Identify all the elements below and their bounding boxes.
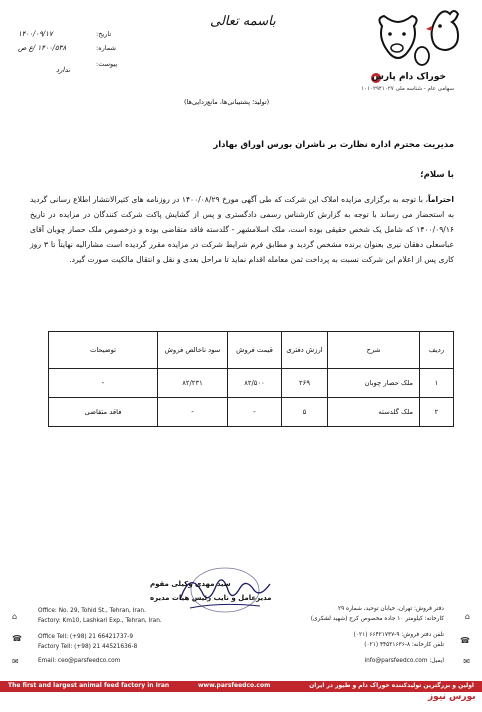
watermark: بورس نیوز — [428, 692, 476, 702]
table-cell: ۸۲/۵۰۰ — [228, 369, 282, 398]
building-icon: ⌂ — [12, 612, 18, 621]
footer-factory-tel-fa: تلفن کارخانه: ۸-۴۴۵۲۱۶۳۶ (۰۲۱) — [364, 642, 444, 648]
table-header-row — [49, 332, 454, 369]
signer-name: سید مهدی وکیلی مقوم — [150, 580, 231, 588]
footer-factory-fa: کارخانه: کیلومتر ۱۰ جاده مخصوص کرج (شهید لشکری) — [310, 616, 444, 622]
table-cell: ۱ — [420, 369, 454, 398]
letter-body-opening: احتراماً — [427, 195, 454, 204]
table-cell: ۵ — [282, 398, 328, 427]
letter-body-text: ، با توجه به برگزاری مزایده املاک این شرکت که طی آگهی مورخ ۱۴۰۰/۰۸/۲۹ در روزنامه های کثیرالانتشار اطلاع رسانی گردید به استحضار می رساند با توجه به گزارش کارشناس رسمی دادگستری و پس از گشایش پاکت شرکت کنندگان در مزایده در تاریخ ۱۴۰۰/۰۹/۱۶ که شامل یک شخص حقیقی بوده است، ملک اسلامشهر - گلدسته فاقد متقاضی بوده و درخصوص ملک حصار چوبان آقای عباسعلی دهقان نیری بعنوان برنده مشخص گردید و مطابق فرم شرایط شرکت در مزایده مقرر گردیده است مشارالیه نهایتاً تا ۳ روز کاری پس از اعلام این شرکت نسبت به پرداخت ثمن معامله اقدام نماید تا مراحل بعدی و نقل و انتقال مالکیت صورت گیرد. — [30, 195, 454, 264]
footer-email-fa: ایمیل: info@parsfeedco.com — [364, 658, 444, 664]
table-cell: ۸۲/۲۳۱ — [158, 369, 228, 398]
email-icon: ✉ — [12, 657, 19, 666]
footer-office-fa: دفتر فروش: تهران، خیابان توحید، شماره ۲۹ — [337, 606, 444, 612]
date-label: تاریخ: — [96, 30, 112, 38]
table-row — [49, 369, 454, 398]
table-cell: ملک حصار چوبان — [328, 369, 420, 398]
number-value: ۱۴۰۰/۵۳۸ /ع ص — [18, 44, 67, 52]
footer-factory-tel-en: Factory Tell: (+98) 21 44521636-8 — [38, 644, 138, 650]
footer-bar-slogan-en: The first and largest animal feed factory in Iran — [8, 682, 170, 689]
brand-registration: سهامی عام - شناسه ملی ۱۰۱۰۲۹۴۱۰۲۷ — [361, 86, 454, 92]
footer-factory-en: Factory: Km10, Lashkari Exp., Tehran, Iran. — [38, 618, 162, 624]
attachment-value: ندارد — [56, 66, 71, 74]
table-cell: ملک گلدسته — [328, 398, 420, 427]
attachment-label: پیوست: — [96, 60, 118, 68]
footer-bar-slogan-fa: اولین و بزرگترین تولیدکننده خوراک دام و طیور در ایران — [309, 682, 474, 689]
table-header-cell: توضیحات — [49, 332, 158, 369]
phone-icon: ☎ — [460, 636, 470, 645]
letter-body — [30, 192, 454, 267]
handwritten-signature — [170, 560, 280, 620]
slogan: (تولید؛ پشتیبانی‌ها، مانع‌زدایی‌ها) — [184, 98, 270, 106]
footer-bar-url: www.parsfeedco.com — [198, 682, 271, 689]
brand-name: خوراک دام پارس — [371, 72, 446, 82]
footer-bar — [0, 681, 482, 692]
table-header-cell: سود ناخالص فروش — [158, 332, 228, 369]
table-cell: فاقد متقاضی — [49, 398, 158, 427]
table-header-cell: قیمت فروش — [228, 332, 282, 369]
date-value: ۱۴۰۰/۰۹/۱۷ — [18, 30, 53, 38]
table-cell: - — [49, 369, 158, 398]
bismillah-heading: باسمه تعالی — [210, 14, 276, 29]
footer-office-tel-en: Office Tell: (+98) 21 66421737-9 — [38, 634, 134, 640]
letter-greeting: با سلام؛ — [420, 170, 454, 180]
table-cell: - — [228, 398, 282, 427]
phone-icon: ☎ — [12, 634, 22, 643]
footer-email-en: Email: ceo@parsfeedco.com — [38, 658, 121, 664]
signer-title: مدیرعامل و نایب رئیس هیات مدیره — [150, 594, 272, 602]
table-cell: ۲۶۹ — [282, 369, 328, 398]
email-icon: ✉ — [463, 657, 470, 666]
assets-table — [48, 331, 454, 427]
table-header-cell: ارزش دفتری — [282, 332, 328, 369]
rooster-cow-logo-icon — [368, 6, 468, 76]
table-cell: ۲ — [420, 398, 454, 427]
footer-office-tel-fa: تلفن دفتر فروش: ۹-۶۶۴۲۱۷۳۷ (۰۲۱) — [353, 632, 444, 638]
table-header-cell: ردیف — [420, 332, 454, 369]
table-cell: - — [158, 398, 228, 427]
number-label: شماره: — [96, 44, 116, 52]
building-icon: ⌂ — [464, 612, 470, 621]
table-header-cell: شرح — [328, 332, 420, 369]
table-row — [49, 398, 454, 427]
footer-office-en: Office: No. 29, Tohid St., Tehran, Iran. — [38, 608, 146, 614]
letter-addressee: مدیریت محترم اداره نظارت بر ناشران بورس اوراق بهادار — [213, 140, 454, 150]
